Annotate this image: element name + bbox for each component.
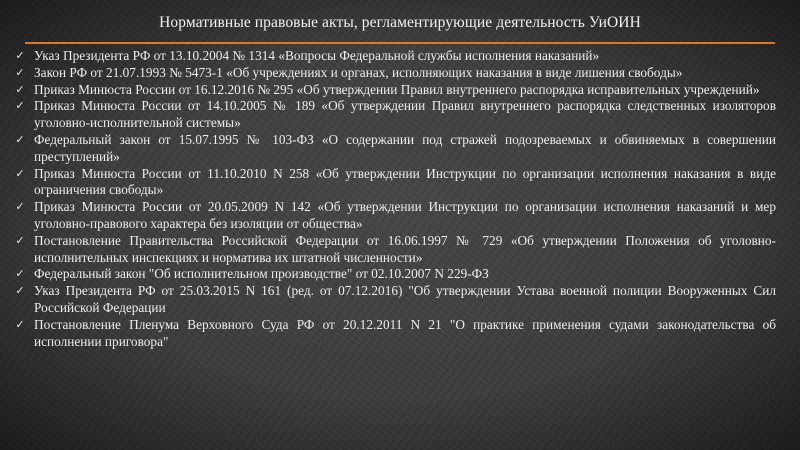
list-item-text: Приказ Минюста России от 11.10.2010 N 258 «Об утверждении Инструкции по организации исполнения наказания в виде ограничения свободы» xyxy=(34,165,776,198)
check-mark-icon: ✓ xyxy=(15,267,25,281)
check-mark-icon: ✓ xyxy=(15,166,25,180)
check-mark-icon: ✓ xyxy=(15,99,25,113)
list-item xyxy=(15,232,776,267)
list-item xyxy=(15,316,776,351)
check-mark-icon: ✓ xyxy=(15,317,25,331)
list-item xyxy=(15,283,776,317)
list-item xyxy=(15,98,776,132)
list-item xyxy=(15,64,776,82)
list-item-text: Указ Президента РФ от 25.03.2015 N 161 (ред. от 07.12.2016) "Об утверждении Устава военной полиции Вооруженных Сил Российской Федерации xyxy=(34,283,776,315)
list-item xyxy=(15,131,776,166)
list-item-text: Приказ Минюста России от 20.05.2009 N 142 «Об утверждении Инструкции по организации исполнения наказаний и мер уголовно-правового характера без изоляции от общества» xyxy=(34,199,776,231)
title-divider xyxy=(25,42,775,44)
check-mark-icon: ✓ xyxy=(15,132,25,146)
list-item-text: Постановление Правительства Российской Федерации от 16.06.1997 № 729 «Об утверждении Положения об уголовно-исполнительных инспекциях и норматива их штатной численности» xyxy=(34,232,776,265)
check-mark-icon: ✓ xyxy=(15,65,25,79)
check-mark-icon: ✓ xyxy=(15,233,25,247)
list-item-text: Закон РФ от 21.07.1993 № 5473-1 «Об учреждениях и органах, исполняющих наказания в виде лишения свободы» xyxy=(34,64,683,80)
list-item xyxy=(15,165,776,200)
check-mark-icon: ✓ xyxy=(15,200,25,214)
list-item xyxy=(15,48,776,65)
list-item xyxy=(15,199,776,233)
list-item-text: Указ Президента РФ от 13.10.2004 № 1314 «Вопросы Федеральной службы исполнения наказаний» xyxy=(34,48,600,63)
list-item-text: Приказ Минюста России от 14.10.2005 № 189 «Об утверждении Правил внутреннего распорядка следственных изоляторов уголовно-исполнительной системы» xyxy=(34,98,776,131)
list-item-text: Федеральный закон от 15.07.1995 № 103-ФЗ «О содержании под стражей подозреваемых и обвиняемых в совершении преступлений» xyxy=(34,131,776,164)
list-item xyxy=(15,81,776,99)
slide-title: Нормативные правовые акты, регламентирующие деятельность УиОИН xyxy=(159,14,641,31)
list-item xyxy=(15,266,776,283)
check-mark-icon: ✓ xyxy=(15,82,25,96)
acts-list xyxy=(15,48,776,350)
list-item-text: Приказ Минюста России от 16.12.2016 № 295 «Об утверждении Правил внутреннего распорядка исправительных учреждений» xyxy=(34,81,760,97)
check-mark-icon: ✓ xyxy=(15,284,25,298)
check-mark-icon: ✓ xyxy=(15,49,25,62)
list-item-text: Постановление Пленума Верховного Суда РФ от 20.12.2011 N 21 "О практике применения судами законодательства об исполнении приговора" xyxy=(34,316,776,349)
list-item-text: Федеральный закон "Об исполнительном производстве" от 02.10.2007 N 229-ФЗ xyxy=(34,266,489,282)
